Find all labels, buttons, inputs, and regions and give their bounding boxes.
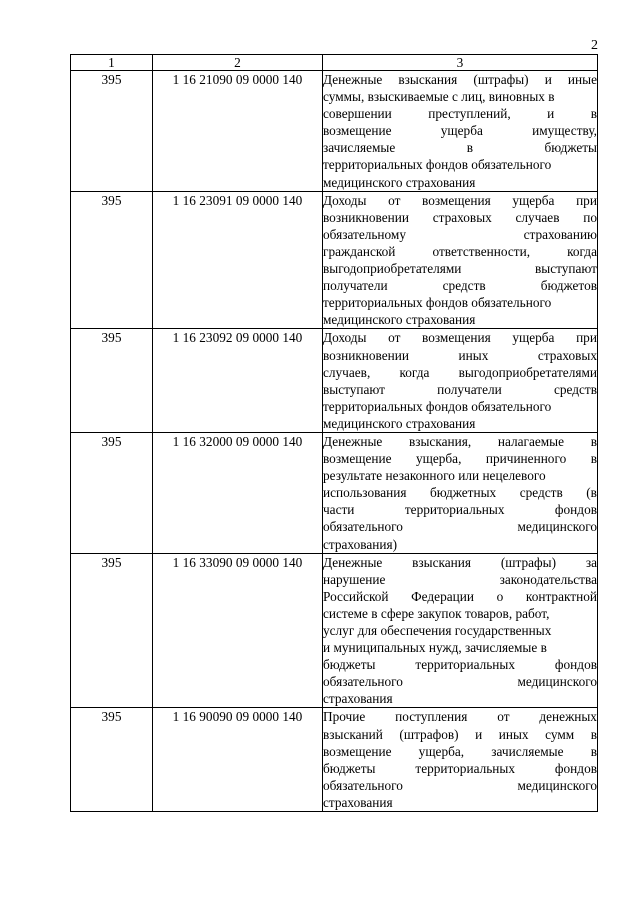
description-line	[323, 88, 597, 105]
description-word: Федерации	[411, 588, 474, 604]
administrator-code-cell: 395	[71, 432, 153, 553]
description-word: страхования	[323, 691, 393, 707]
description-word: и муниципальных нужд, зачисляемые в	[323, 640, 547, 656]
description-line	[323, 794, 597, 811]
description-word: бюджеты	[544, 140, 597, 156]
description-word: (штрафы)	[500, 554, 557, 570]
description-word: взыскания,	[408, 433, 472, 449]
description-word: возмещение	[323, 123, 392, 139]
description-word: страхования	[323, 794, 393, 810]
description-line	[323, 726, 597, 743]
description-word: ущерба	[512, 192, 555, 208]
description-line	[323, 536, 597, 553]
description-word: взысканий	[323, 726, 383, 742]
description-line	[323, 311, 597, 328]
description-word: в	[590, 106, 597, 122]
description-word: законодательства	[499, 571, 597, 587]
description-word: Денежные	[323, 433, 383, 449]
revenue-description-cell	[323, 553, 598, 708]
description-word: территориальных	[415, 657, 515, 673]
administrator-code-cell: 395	[71, 329, 153, 433]
description-line	[323, 690, 597, 707]
description-line	[323, 501, 597, 518]
description-word: от	[497, 709, 510, 725]
description-word: страхования)	[323, 536, 397, 552]
description-line	[323, 209, 597, 226]
table-row	[71, 708, 598, 812]
description-line	[323, 381, 597, 398]
description-word: Денежные	[323, 72, 383, 87]
description-line	[323, 243, 597, 260]
description-word: когда	[567, 243, 597, 259]
description-word: результате незаконного или нецелевого	[323, 468, 546, 484]
description-word: медицинского страхования	[323, 415, 476, 431]
description-word: территориальных	[415, 760, 515, 776]
description-word: ущерба	[512, 330, 555, 346]
description-word: выступают	[323, 381, 385, 397]
description-word: причиненного	[485, 451, 567, 467]
budget-classification-code-cell: 1 16 23091 09 0000 140	[153, 191, 323, 329]
description-word: возмещения	[422, 330, 491, 346]
description-word: взыскания	[398, 72, 458, 87]
description-word: возмещение	[323, 743, 392, 759]
description-line	[323, 433, 597, 450]
description-word: ответственности,	[432, 243, 531, 259]
description-word: возникновении	[323, 209, 409, 225]
description-word: имуществу,	[532, 123, 597, 139]
description-line	[323, 673, 597, 690]
description-word: территориальных фондов обязательного	[323, 398, 552, 414]
description-word: обязательного	[323, 777, 403, 793]
description-word: выгодоприобретателями	[323, 261, 462, 277]
description-word: преступлений,	[428, 106, 511, 122]
description-word: при	[576, 192, 597, 208]
description-word: медицинского	[517, 519, 597, 535]
column-header-3: 3	[323, 55, 598, 71]
revenue-description-cell	[323, 432, 598, 553]
description-word: и	[547, 106, 555, 122]
budget-classification-code-cell: 1 16 21090 09 0000 140	[153, 71, 323, 192]
column-header-1: 1	[71, 55, 153, 71]
description-word: ущерба,	[415, 451, 462, 467]
description-line	[323, 364, 597, 381]
description-word: части	[323, 502, 355, 518]
description-line	[323, 760, 597, 777]
description-word: зачисляемые	[491, 743, 564, 759]
description-line	[323, 415, 597, 432]
description-line	[323, 743, 597, 760]
description-line	[323, 571, 597, 588]
description-line	[323, 588, 597, 605]
description-word: выступают	[535, 261, 597, 277]
description-word: территориальных фондов обязательного	[323, 295, 552, 311]
description-word: гражданской	[323, 243, 396, 259]
description-line	[323, 708, 597, 725]
description-line	[323, 467, 597, 484]
description-line	[323, 174, 597, 191]
description-word: ущерба	[440, 123, 483, 139]
description-word: медицинского страхования	[323, 174, 476, 190]
description-line	[323, 398, 597, 415]
administrator-code-cell: 395	[71, 191, 153, 329]
description-word: фондов	[554, 657, 597, 673]
description-word: средств	[553, 381, 597, 397]
description-line	[323, 260, 597, 277]
description-line	[323, 622, 597, 639]
table-row	[71, 553, 598, 708]
description-word: иных	[458, 347, 489, 363]
description-word: обязательного	[323, 674, 403, 690]
description-word: случаев	[515, 209, 560, 225]
description-word: совершении	[323, 106, 392, 122]
description-word: бюджеты	[323, 760, 376, 776]
description-line	[323, 192, 597, 209]
description-word: денежных	[539, 709, 597, 725]
table-header-row	[71, 55, 598, 71]
description-word: при	[576, 330, 597, 346]
budget-classification-code-cell: 1 16 32000 09 0000 140	[153, 432, 323, 553]
description-word: средств	[442, 278, 486, 294]
column-header-2: 2	[153, 55, 323, 71]
table-row	[71, 191, 598, 329]
description-word: территориальных фондов обязательного	[323, 157, 552, 173]
description-word: медицинского страхования	[323, 312, 476, 328]
description-word: медицинского	[517, 674, 597, 690]
description-word: Доходы	[323, 192, 367, 208]
description-word: поступления	[395, 709, 468, 725]
description-word: возмещения	[422, 192, 491, 208]
description-word: Денежные	[323, 554, 383, 570]
budget-classification-code-cell: 1 16 23092 09 0000 140	[153, 329, 323, 433]
description-word: страховых	[537, 347, 597, 363]
administrator-code-cell: 395	[71, 71, 153, 192]
description-word: Российской	[323, 588, 389, 604]
description-word: (штрафов)	[399, 726, 459, 742]
description-word: бюджетных	[429, 485, 497, 501]
description-line	[323, 139, 597, 156]
description-word: иных	[498, 726, 529, 742]
description-line	[323, 122, 597, 139]
revenue-codes-table	[70, 54, 598, 812]
description-word: случаев,	[323, 364, 371, 380]
description-word: Прочие	[323, 709, 366, 725]
description-word: когда	[399, 364, 430, 380]
description-word: использования	[323, 485, 407, 501]
description-word: услуг для обеспечения государственных	[323, 623, 552, 638]
revenue-description-cell	[323, 191, 598, 329]
description-word: в	[466, 140, 474, 156]
description-line	[323, 277, 597, 294]
revenue-description-cell	[323, 71, 598, 192]
budget-classification-code-cell: 1 16 33090 09 0000 140	[153, 553, 323, 708]
description-word: от	[388, 330, 401, 346]
description-word: суммы, взыскиваемые с лиц, виновных в	[323, 89, 555, 105]
description-line	[323, 518, 597, 535]
table-row	[71, 329, 598, 433]
description-line	[323, 450, 597, 467]
description-word: налагаемые	[497, 433, 565, 449]
description-line	[323, 639, 597, 656]
description-word: получатели	[437, 381, 502, 397]
table-row	[71, 432, 598, 553]
description-word: от	[388, 192, 401, 208]
description-word: медицинского	[517, 777, 597, 793]
description-word: в	[590, 726, 597, 742]
description-word: нарушение	[323, 571, 386, 587]
description-line	[323, 329, 597, 346]
description-line	[323, 605, 597, 622]
description-word: контрактной	[525, 588, 597, 604]
description-word: бюджетов	[540, 278, 597, 294]
description-line	[323, 484, 597, 501]
table-row	[71, 71, 598, 192]
description-word: выгодоприобретателями	[458, 364, 597, 380]
budget-classification-code-cell: 1 16 90090 09 0000 140	[153, 708, 323, 812]
description-line	[323, 777, 597, 794]
description-word: зачисляемые	[323, 140, 396, 156]
description-word: сумм	[545, 726, 575, 742]
description-word: получатели	[323, 278, 388, 294]
description-word: в	[590, 451, 597, 467]
revenue-description-cell	[323, 329, 598, 433]
description-word: (штрафы)	[473, 72, 529, 87]
description-line	[323, 294, 597, 311]
description-word: за	[585, 554, 597, 570]
administrator-code-cell: 395	[71, 708, 153, 812]
description-word: и	[475, 726, 483, 742]
revenue-description-cell	[323, 708, 598, 812]
description-line	[323, 656, 597, 673]
description-word: обязательному	[323, 226, 406, 242]
description-word: страхованию	[523, 226, 597, 242]
description-word: страховых	[432, 209, 492, 225]
description-line	[323, 226, 597, 243]
administrator-code-cell: 395	[71, 553, 153, 708]
description-word: возмещение	[323, 451, 392, 467]
description-word: возникновении	[323, 347, 409, 363]
description-word: фондов	[554, 502, 597, 518]
description-word: и	[544, 72, 552, 87]
description-word: о	[496, 588, 504, 604]
description-word: средств	[519, 485, 563, 501]
description-word: территориальных	[404, 502, 505, 518]
description-word: обязательного	[323, 519, 403, 535]
description-word: (в	[586, 485, 597, 501]
description-line	[323, 71, 597, 88]
description-word: по	[583, 209, 597, 225]
description-word: взыскания	[412, 554, 472, 570]
description-line	[323, 554, 597, 571]
description-line	[323, 105, 597, 122]
description-word: в	[590, 743, 597, 759]
page-number: 2	[591, 38, 598, 53]
description-word: иные	[567, 72, 597, 87]
description-word: Доходы	[323, 330, 367, 346]
description-word: в	[590, 433, 597, 449]
description-word: системе в сфере закупок товаров, работ,	[323, 605, 550, 621]
description-word: фондов	[554, 760, 597, 776]
description-word: ущерба,	[418, 743, 465, 759]
description-line	[323, 347, 597, 364]
description-word: бюджеты	[323, 657, 376, 673]
description-line	[323, 156, 597, 173]
